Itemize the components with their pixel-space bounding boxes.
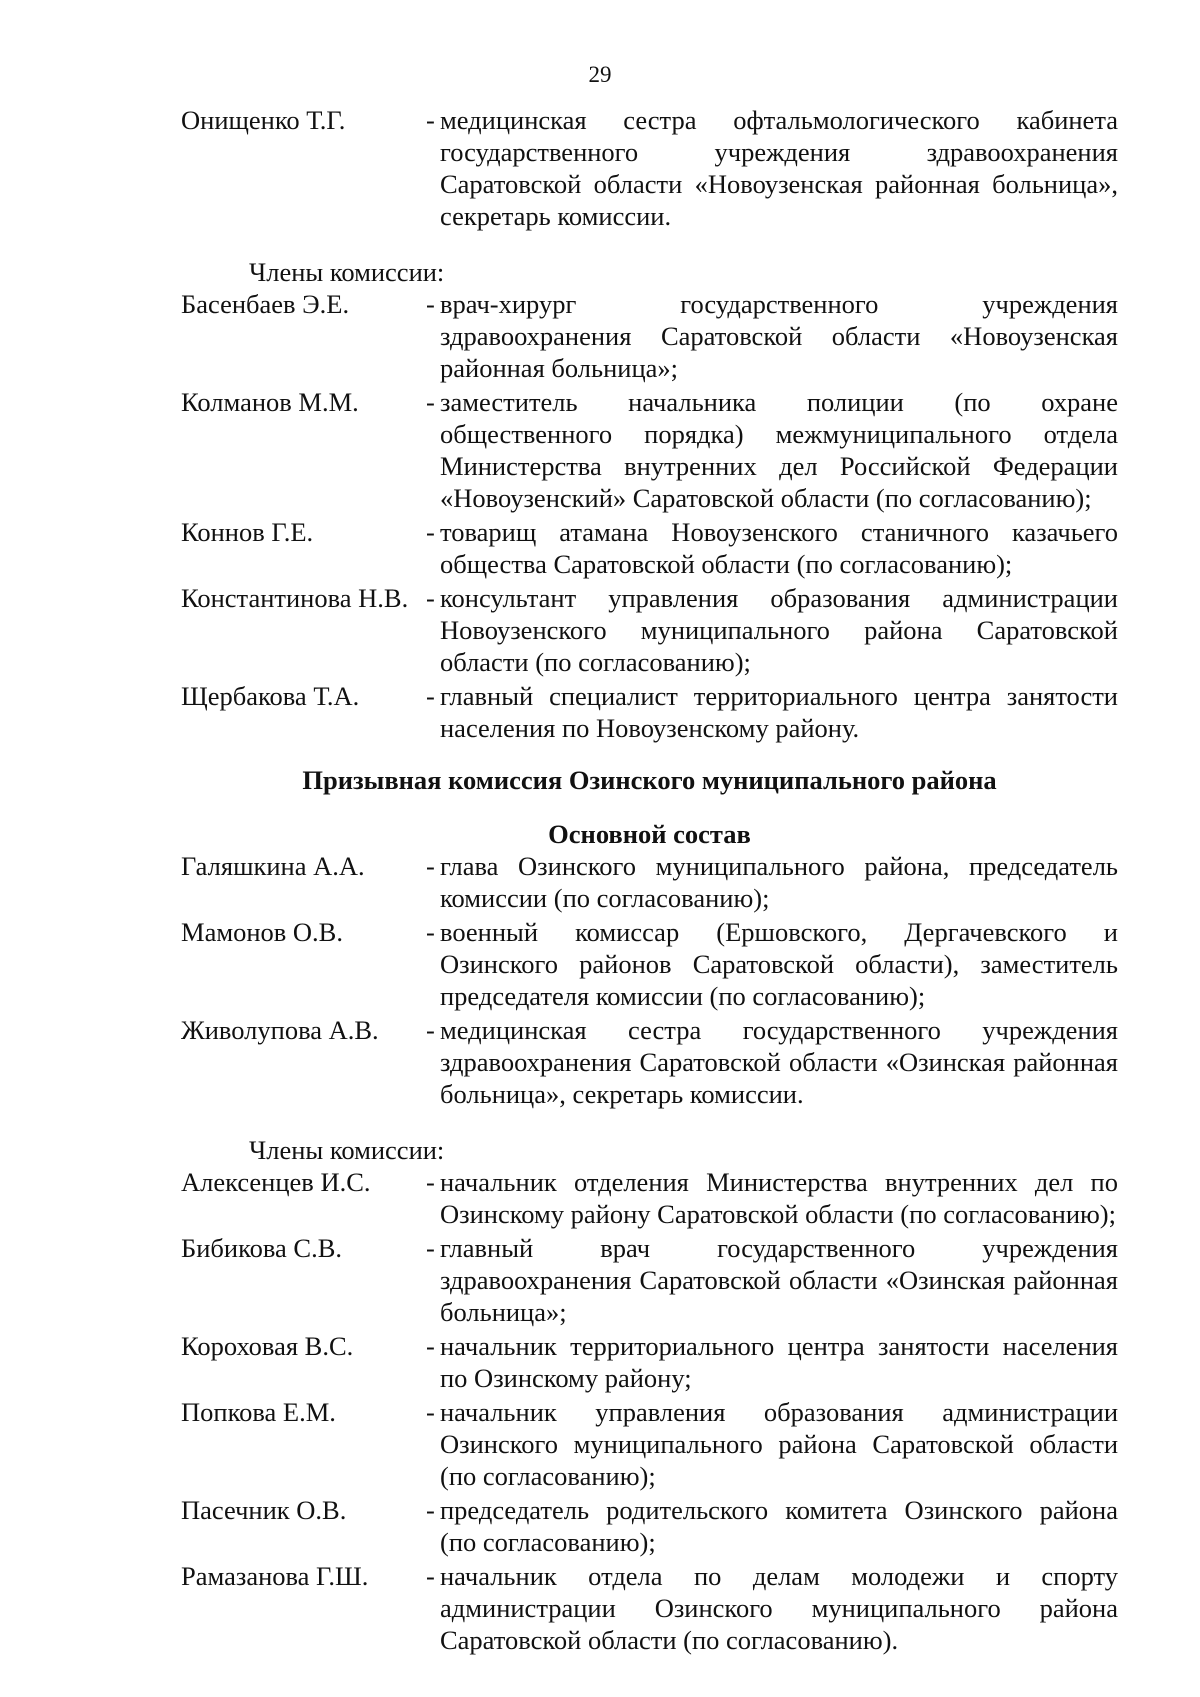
dash-separator: - (426, 1233, 435, 1263)
section-title: Призывная комиссия Озинского муниципального района (302, 765, 997, 795)
dash-separator: - (426, 1397, 435, 1427)
dash-separator: - (426, 1015, 435, 1045)
person-role: председатель родительского комитета Озинского района (по согласованию); (440, 1495, 1118, 1557)
person-role: медицинская сестра офтальмологического кабинета государственного учреждения здравоохранения Саратовской области «Новоузенская районная больница», секретарь комиссии. (440, 105, 1118, 231)
person-entry (181, 850, 1118, 914)
person-entry (181, 516, 1118, 580)
dash-separator: - (426, 517, 435, 547)
person-role: консультант управления образования администрации Новоузенского муниципального района Саратовской области (по согласованию); (440, 583, 1118, 677)
person-role: медицинская сестра государственного учреждения здравоохранения Саратовской области «Озинская районная больница», секретарь комиссии. (440, 1015, 1118, 1109)
person-entry (181, 1494, 1118, 1558)
person-name: Рамазанова Г.Ш. (181, 1561, 369, 1591)
members-label: Члены комиссии: (249, 257, 445, 287)
person-entry (181, 916, 1118, 1012)
person-entry (181, 288, 1118, 384)
person-name: Щербакова Т.А. (181, 681, 360, 711)
dash-separator: - (426, 851, 435, 881)
person-role: начальник управления образования администрации Озинского муниципального района Саратовской области (по согласованию); (440, 1397, 1118, 1491)
dash-separator: - (426, 681, 435, 711)
dash-separator: - (426, 1495, 435, 1525)
person-role: главный врач государственного учреждения здравоохранения Саратовской области «Озинская районная больница»; (440, 1233, 1118, 1327)
dash-separator: - (426, 289, 435, 319)
person-role: врач-хирург государственного учреждения здравоохранения Саратовской области «Новоузенская районная больница»; (440, 289, 1118, 383)
person-role: заместитель начальника полиции (по охране общественного порядка) межмуниципального отдела Министерства внутренних дел Российской Федерации «Новоузенский» Саратовской области (по согласованию); (440, 387, 1118, 513)
person-entry (181, 1014, 1118, 1110)
section-subtitle: Основной состав (548, 819, 751, 849)
person-name: Коннов Г.Е. (181, 517, 314, 547)
person-role: главный специалист территориального центра занятости населения по Новоузенскому району. (440, 681, 1118, 743)
person-entry (181, 1396, 1118, 1492)
person-entry (181, 1560, 1118, 1656)
person-role: военный комиссар (Ершовского, Дергачевского и Озинского районов Саратовской области), заместитель председателя комиссии (по согласованию); (440, 917, 1118, 1011)
dash-separator: - (426, 387, 435, 417)
person-entry (181, 1166, 1118, 1230)
person-name: Константинова Н.В. (181, 583, 409, 613)
person-role: товарищ атамана Новоузенского станичного казачьего общества Саратовской области (по согласованию); (440, 517, 1118, 579)
person-name: Алексенцев И.С. (181, 1167, 371, 1197)
person-name: Колманов М.М. (181, 387, 359, 417)
person-name: Галяшкина А.А. (181, 851, 365, 881)
person-role: глава Озинского муниципального района, председатель комиссии (по согласованию); (440, 851, 1118, 913)
person-entry (181, 680, 1118, 744)
person-role: начальник территориального центра занятости населения по Озинскому району; (440, 1331, 1118, 1393)
person-entry (181, 582, 1118, 678)
person-name: Пасечник О.В. (181, 1495, 347, 1525)
dash-separator: - (426, 1561, 435, 1591)
person-role: начальник отдела по делам молодежи и спорту администрации Озинского муниципального района Саратовской области (по согласованию). (440, 1561, 1118, 1655)
dash-separator: - (426, 1167, 435, 1197)
person-entry (181, 1330, 1118, 1394)
person-name: Онищенко Т.Г. (181, 105, 346, 135)
page-number: 29 (588, 62, 612, 87)
person-entry (181, 1232, 1118, 1328)
person-name: Попкова Е.М. (181, 1397, 336, 1427)
person-name: Живолупова А.В. (181, 1015, 379, 1045)
person-name: Короховая В.С. (181, 1331, 354, 1361)
person-name: Бибикова С.В. (181, 1233, 342, 1263)
person-name: Басенбаев Э.Е. (181, 289, 350, 319)
dash-separator: - (426, 583, 435, 613)
person-role: начальник отделения Министерства внутренних дел по Озинскому району Саратовской области (по согласованию); (440, 1167, 1118, 1229)
members-label: Члены комиссии: (249, 1135, 445, 1165)
dash-separator: - (426, 105, 435, 135)
person-entry (181, 104, 1118, 232)
dash-separator: - (426, 917, 435, 947)
dash-separator: - (426, 1331, 435, 1361)
person-name: Мамонов О.В. (181, 917, 343, 947)
person-entry (181, 386, 1118, 514)
document-body (181, 104, 1118, 1656)
